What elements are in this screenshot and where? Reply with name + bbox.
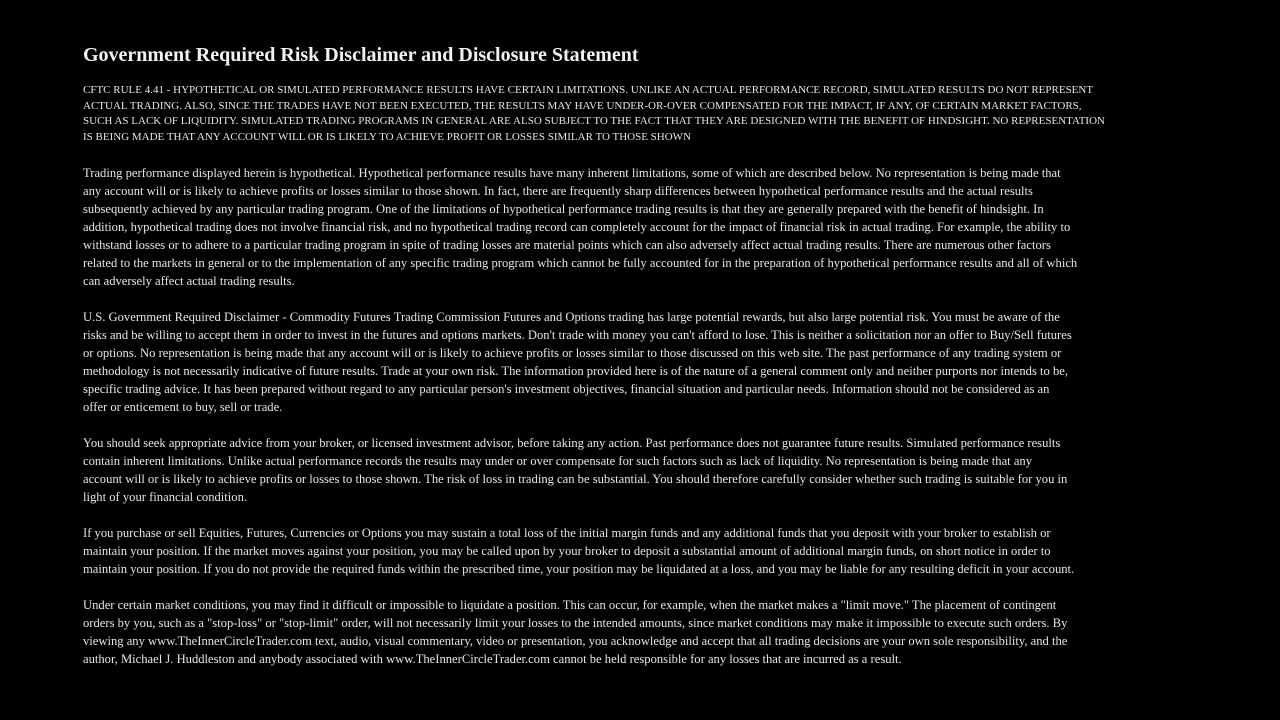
paragraph-line: offer or enticement to buy, sell or trade. [83, 400, 283, 414]
cftc-rule-notice [83, 83, 1198, 145]
paragraph-line: subsequently achieved by any particular trading program. One of the limitations of hypothetical performance trading results is that they are generally prepared with the benefit of hindsight. In [83, 202, 1044, 216]
paragraph-line: orders by you, such as a "stop-loss" or "stop-limit" order, will not necessarily limit your losses to the intended amounts, since market conditions may make it impossible to execute such orders. By [83, 616, 1068, 630]
paragraph-line: specific trading advice. It has been prepared without regard to any particular person's investment objectives, financial situation and particular needs. Information should not be considered as an [83, 382, 1050, 396]
hypothetical-performance-paragraph [83, 164, 1198, 290]
paragraph-line: related to the markets in general or to the implementation of any specific trading program which cannot be fully accounted for in the preparation of hypothetical performance results and all of which [83, 256, 1078, 270]
paragraph-line: maintain your position. If you do not provide the required funds within the prescribed time, your position may be liquidated at a loss, and you may be liable for any resulting deficit in your account. [83, 562, 1075, 576]
paragraph-line: withstand losses or to adhere to a particular trading program in spite of trading losses are material points which can also adversely affect actual trading results. There are numerous other factors [83, 238, 1051, 252]
cftc-notice-line: CFTC RULE 4.41 - HYPOTHETICAL OR SIMULATED PERFORMANCE RESULTS HAVE CERTAIN LIMITATIONS. UNLIKE AN ACTUAL PERFORMANCE RECORD, SIMULATED RESULTS DO NOT REPRESENT [83, 84, 1094, 96]
cftc-notice-line: SUCH AS LACK OF LIQUIDITY. SIMULATED TRADING PROGRAMS IN GENERAL ARE ALSO SUBJECT TO THE FACT THAT THEY ARE DESIGNED WITH THE BENEFIT OF HINDSIGHT. NO REPRESENTATION [83, 115, 1105, 127]
cftc-notice-line: IS BEING MADE THAT ANY ACCOUNT WILL OR IS LIKELY TO ACHIEVE PROFIT OR LOSSES SIMILAR TO THOSE SHOWN [83, 130, 692, 143]
paragraph-line: account will or is likely to achieve profits or losses to those shown. The risk of loss in trading can be substantial. You should therefore carefully consider whether such trading is suitable for you in [83, 472, 1068, 486]
seek-advice-paragraph [83, 434, 1198, 506]
paragraph-line: addition, hypothetical trading does not involve financial risk, and no hypothetical trading record can completely account for the impact of financial risk in actual trading. For example, the ability to [83, 220, 1071, 234]
margin-loss-paragraph [83, 524, 1198, 578]
paragraph-line: You should seek appropriate advice from your broker, or licensed investment advisor, before taking any action. Past performance does not guarantee future results. Simulated performance results [83, 436, 1061, 450]
paragraph-line: light of your financial condition. [83, 490, 248, 504]
us-government-disclaimer-paragraph [83, 308, 1198, 416]
disclaimer-document [83, 43, 1198, 686]
page-title: Government Required Risk Disclaimer and Disclosure Statement [83, 44, 639, 66]
paragraph-line: viewing any www.TheInnerCircleTrader.com text, audio, visual commentary, video or presentation, you acknowledge and accept that all trading decisions are your own sole responsibility, and the [83, 634, 1068, 648]
cftc-notice-line: ACTUAL TRADING. ALSO, SINCE THE TRADES HAVE NOT BEEN EXECUTED, THE RESULTS MAY HAVE UNDER-OR-OVER COMPENSATED FOR THE IMPACT, IF ANY, OF CERTAIN MARKET FACTORS, [83, 99, 1082, 112]
paragraph-line: any account will or is likely to achieve profits or losses similar to those shown. In fact, there are frequently sharp differences between hypothetical performance results and the actual results [83, 184, 1033, 198]
paragraph-line: maintain your position. If the market moves against your position, you may be called upon by your broker to deposit a substantial amount of additional margin funds, on short notice in order to [83, 544, 1051, 558]
market-conditions-paragraph [83, 596, 1198, 668]
paragraph-line: can adversely affect actual trading results. [83, 274, 295, 288]
paragraph-line: risks and be willing to accept them in order to invest in the futures and options markets. Don't trade with money you can't afford to lose. This is neither a solicitation nor an offer to Buy/Sell futures [83, 328, 1072, 342]
paragraph-line: U.S. Government Required Disclaimer - Commodity Futures Trading Commission Futures and Options trading has large potential rewards, but also large potential risk. You must be aware of the [83, 310, 1060, 324]
paragraph-line: Trading performance displayed herein is hypothetical. Hypothetical performance results have many inherent limitations, some of which are described below. No representation is being made that [83, 166, 1061, 180]
paragraph-line: If you purchase or sell Equities, Futures, Currencies or Options you may sustain a total loss of the initial margin funds and any additional funds that you deposit with your broker to establish or [83, 526, 1051, 540]
paragraph-line: contain inherent limitations. Unlike actual performance records the results may under or over compensate for such factors such as lack of liquidity. No representation is being made that any [83, 454, 1033, 468]
paragraph-line: or options. No representation is being made that any account will or is likely to achieve profits or losses similar to those discussed on this web site. The past performance of any trading system or [83, 346, 1062, 360]
paragraph-line: author, Michael J. Huddleston and anybody associated with www.TheInnerCircleTrader.com cannot be held responsible for any losses that are incurred as a result. [83, 652, 902, 666]
paragraph-line: Under certain market conditions, you may find it difficult or impossible to liquidate a position. This can occur, for example, when the market makes a "limit move." The placement of contingent [83, 598, 1057, 612]
paragraph-line: methodology is not necessarily indicative of future results. Trade at your own risk. The information provided here is of the nature of a general comment only and neither purports nor intends to be, [83, 364, 1068, 378]
